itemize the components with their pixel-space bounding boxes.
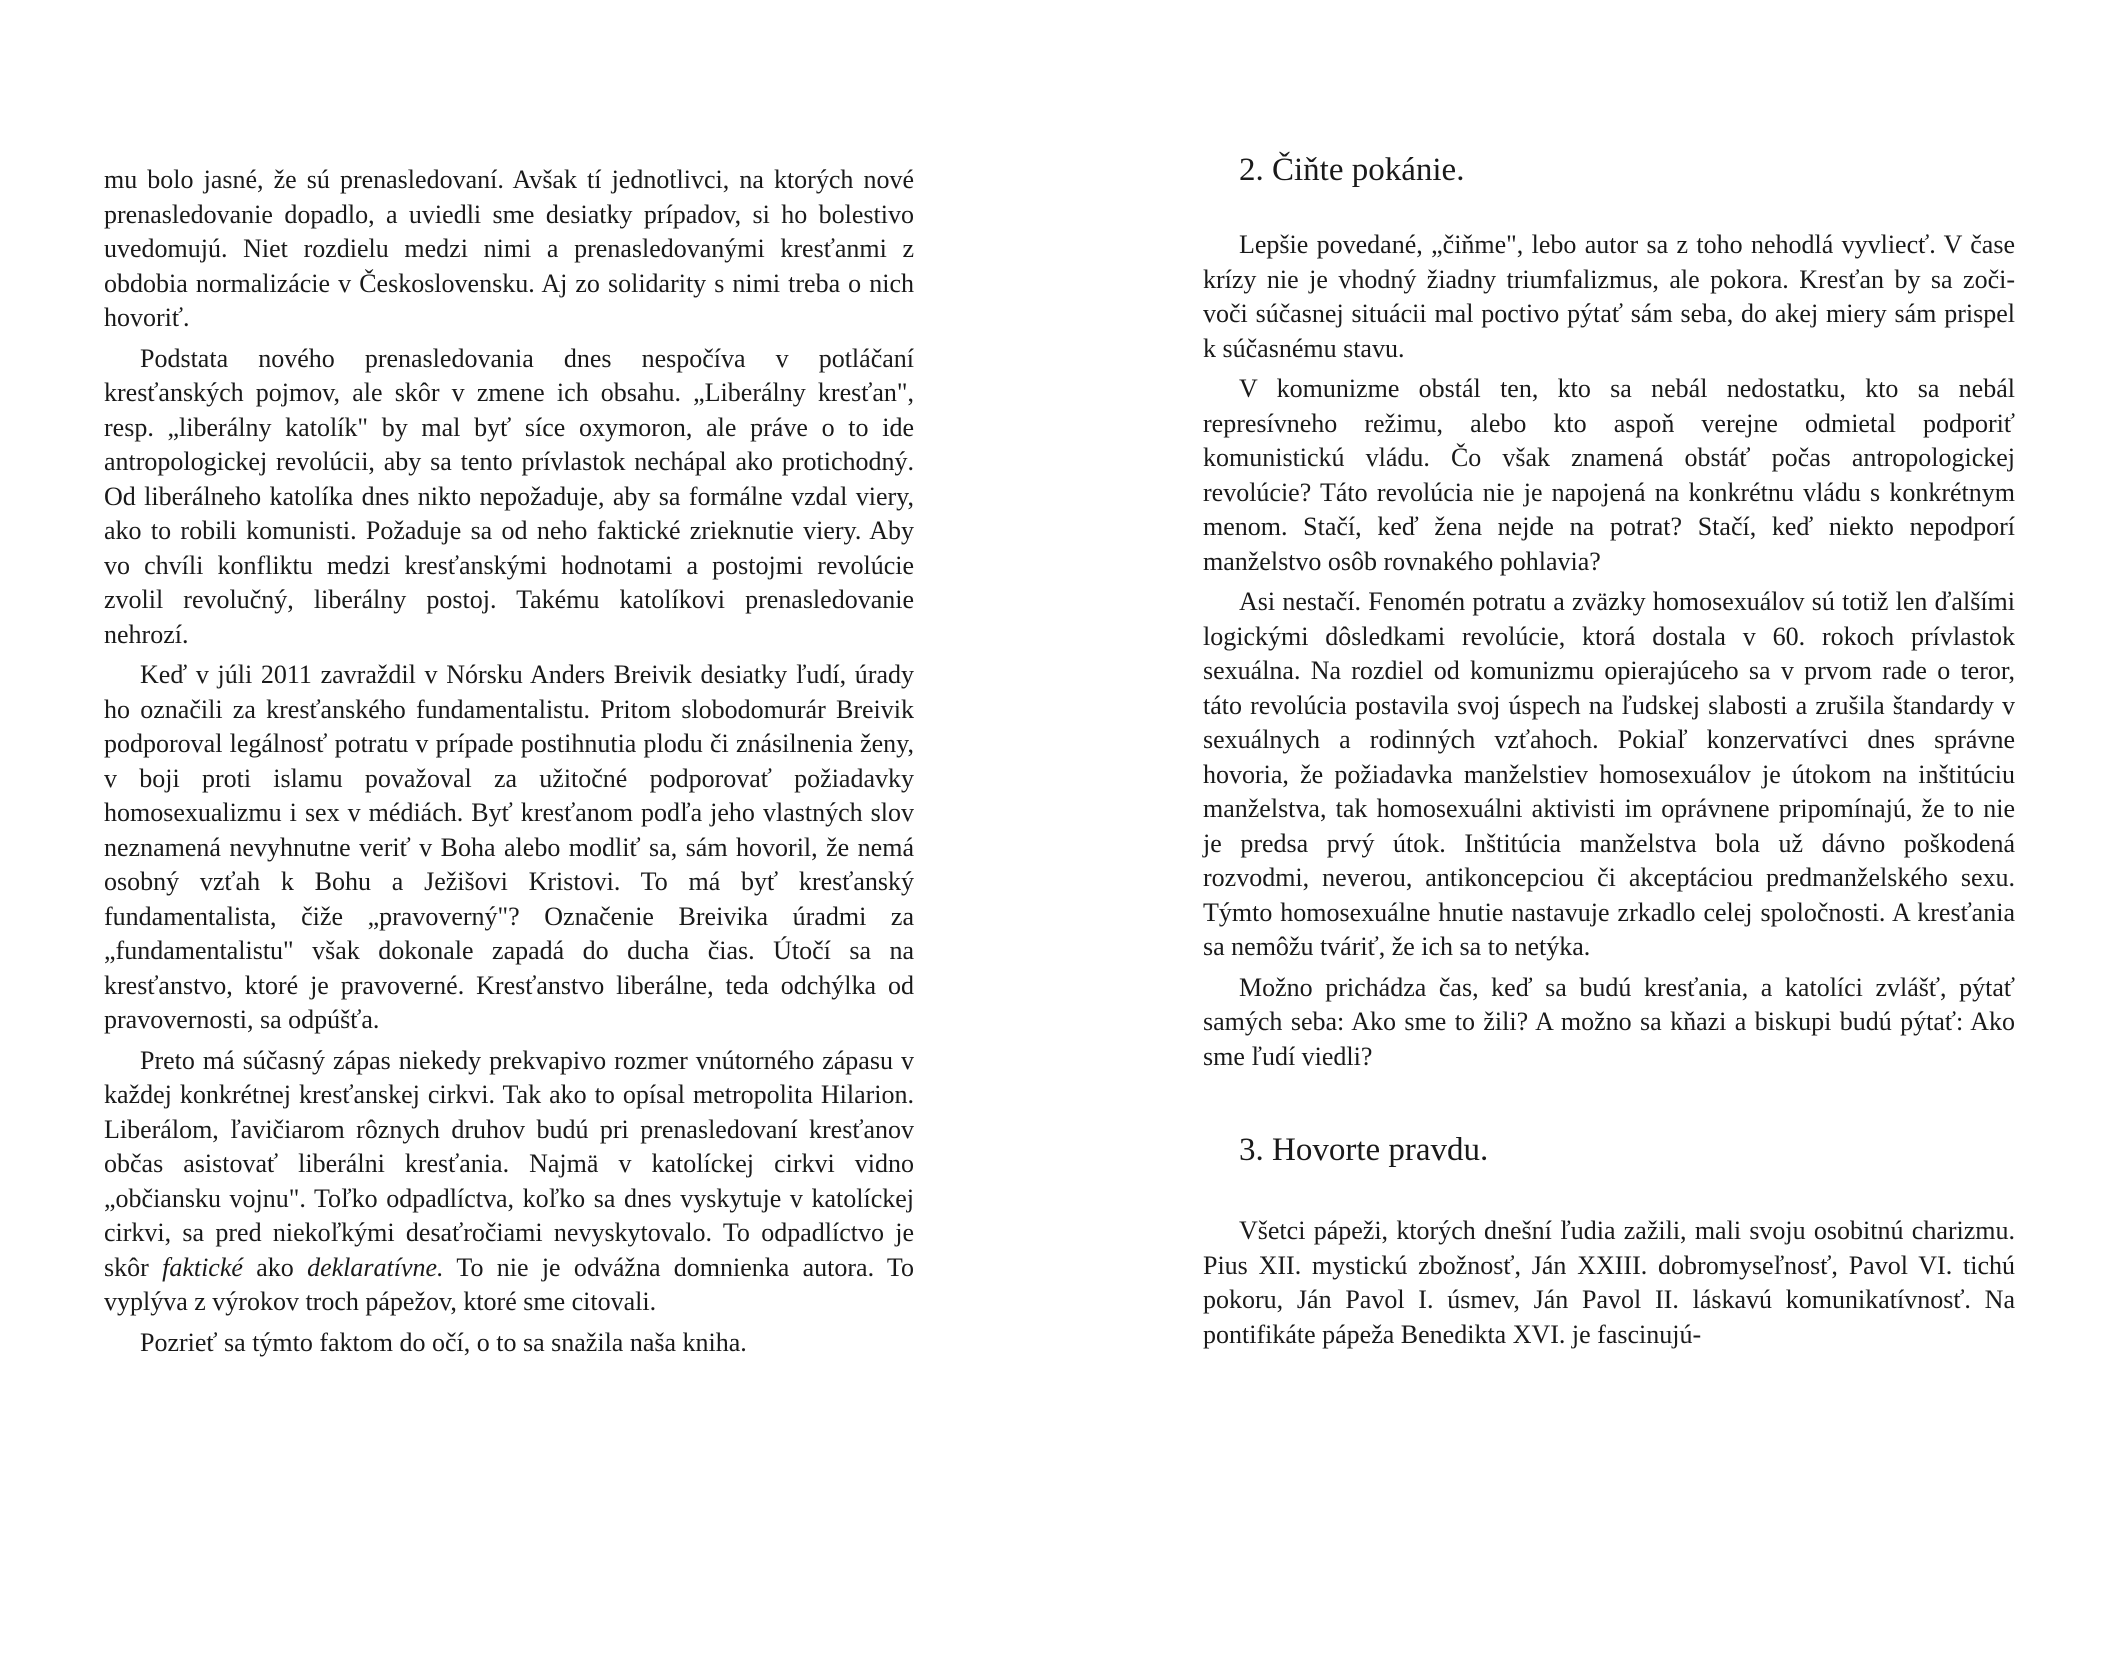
left-paragraph-4-text-c: To nie je odvážna domnienka autora. To vyplýva z výrokov troch pápežov, ktoré sme citovali. xyxy=(104,1252,914,1316)
right-paragraph-3: Asi nestačí. Fenomén potratu a zväzky homosexuálov sú totiž len ďalšími logickými dôsledkami revolúcie, ktorá dostala v 60. rokoch prívlastok sexuálna. Na rozdiel od komunizmu opierajúceho sa v prvom rade o teror, táto revolúcia postavila svoj úspech na ľudskej slabosti a zrušila štandardy v sexuálnych a rodinných vzťahoch. Pokiaľ konzervatívci dnes správne hovoria, že požiadavka manželstiev homosexuálov je útokom na inštitúciu manželstva, tak homosexuálni aktivisti im oprávnene pripomínajú, že to nie je predsa prvý útok. Inštitúcia manželstva bola už dávno poškodená rozvodmi, neverou, antikoncepciou či akceptáciou predmanželského sexu. Týmto homosexuálne hnutie nastavuje zrkadlo celej spoločnosti. A kresťania sa nemôžu tváriť, že ich sa to netýka. xyxy=(1203,587,2015,961)
section-heading-3: 3. Hovorte pravdu. xyxy=(1239,1132,1489,1168)
right-paragraph-1: Lepšie povedané, „čiňme", lebo autor sa z toho nehodlá vyvliecť. V čase krízy nie je vhodný žiadny triumfalizmus, ale pokora. Kresťan by sa zoči-voči súčasnej situácii mal poctivo pýtať sám seba, do akej miery sám prispel k súčasnému stavu. xyxy=(1203,230,2015,363)
left-paragraph-2: Podstata nového prenasledovania dnes nespočíva v potláčaní kresťanských pojmov, ale skôr v zmene ich obsahu. „Liberálny kresťan", resp. „liberálny katolík" by mal byť síce oxymoron, ale práve o to ide antropologickej revolúcii, aby sa tento prívlastok nechápal ako protichodný. Od liberálneho katolíka dnes nikto nepožaduje, aby sa formálne vzdal viery, ako to robili komunisti. Požaduje sa od neho faktické zrieknutie viery. Aby vo chvíli konfliktu medzi kresťanskými hodnotami a postojmi revolúcie zvolil revolučný, liberálny postoj. Takému katolíkovi prenasledovanie nehrozí. xyxy=(104,343,914,649)
left-paragraph-4-text-b: ako xyxy=(242,1252,308,1282)
left-paragraph-1: mu bolo jasné, že sú prenasledovaní. Avšak tí jednotlivci, na ktorých nové prenasledovanie dopadlo, a uviedli sme desiatky prípadov, si ho bolestivo uvedomujú. Niet rozdielu medzi nimi a prenasledovanými kresťanmi z obdobia normalizácie v Československu. Aj zo solidarity s nimi treba o nich hovoriť. xyxy=(104,165,914,332)
left-paragraph-4 xyxy=(104,1044,914,1320)
left-paragraph-4-text-a: Preto má súčasný zápas niekedy prekvapivo rozmer vnútorného zápasu v každej konkrétnej kresťanskej cirkvi. Tak ako to opísal metropolita Hilarion. Liberálom, ľavičiarom rôznych druhov budú pri prenasledovaní kresťanov občas asistovať liberálni kresťania. Najmä v katolíckej cirkvi vidno „občiansku vojnu". Toľko odpadlíctva, koľko sa dnes vyskytuje v katolíckej cirkvi, sa pred niekoľkými desaťročiami nevyskytovalo. To odpadlíctvo je skôr xyxy=(104,1045,914,1282)
section-heading-2: 2. Čiňte pokánie. xyxy=(1239,152,1465,188)
right-paragraph-5: Všetci pápeži, ktorých dnešní ľudia zažili, mali svoju osobitnú charizmu. Pius XII. mystickú zbožnosť, Ján XXIII. dobromyseľnosť, Pavol VI. tichú pokoru, Ján Pavol I. úsmev, Ján Pavol II. láskavú komunikatívnosť. Na pontifikáte pápeža Benedikta XVI. je fascinujú- xyxy=(1203,1216,2015,1349)
left-paragraph-4-emphasis-2: deklaratívne. xyxy=(307,1252,444,1282)
right-page xyxy=(1203,0,2015,1650)
left-paragraph-4-emphasis-1: faktické xyxy=(162,1252,243,1282)
right-paragraph-4: Možno prichádza čas, keď sa budú kresťania, a katolíci zvlášť, pýtať samých seba: Ako sme to žili? A možno sa kňazi a biskupi budú pýtať: Ako sme ľudí viedli? xyxy=(1203,972,2015,1071)
right-paragraph-2: V komunizme obstál ten, kto sa nebál nedostatku, kto sa nebál represívneho režimu, alebo kto aspoň verejne odmietal podporiť komunistickú vládu. Čo však znamená obstáť počas antropologickej revolúcie? Táto revolúcia nie je napojená na konkrétnu vládu s konkrétnym menom. Stačí, keď žena nejde na potrat? Stačí, keď niekto nepodporí manželstvo osôb rovnakého pohlavia? xyxy=(1203,374,2015,576)
left-page xyxy=(104,0,914,1663)
left-paragraph-5: Pozrieť sa týmto faktom do očí, o to sa snažila naša kniha. xyxy=(140,1327,747,1357)
left-paragraph-3: Keď v júli 2011 zavraždil v Nórsku Anders Breivik desiatky ľudí, úrady ho označili za kresťanského fundamentalistu. Pritom slobodomurár Breivik podporoval legálnosť potratu v prípade postihnutia plodu či znásilnenia ženy, v boji proti islamu považoval za užitočné podporovať požiadavky homosexualizmu i sex v médiách. Byť kresťanom podľa jeho vlastných slov neznamená nevyhnutne veriť v Boha alebo modliť sa, sám hovoril, že nemá osobný vzťah k Bohu a Ježišovi Kristovi. To má byť kresťanský fundamentalista, čiže „pravoverný"? Označenie Breivika úradmi za „fundamentalistu" však dokonale zapadá do ducha čias. Útočí sa na kresťanstvo, ktoré je pravoverné. Kresťanstvo liberálne, teda odchýlka od pravovernosti, sa odpúšťa. xyxy=(104,660,914,1034)
